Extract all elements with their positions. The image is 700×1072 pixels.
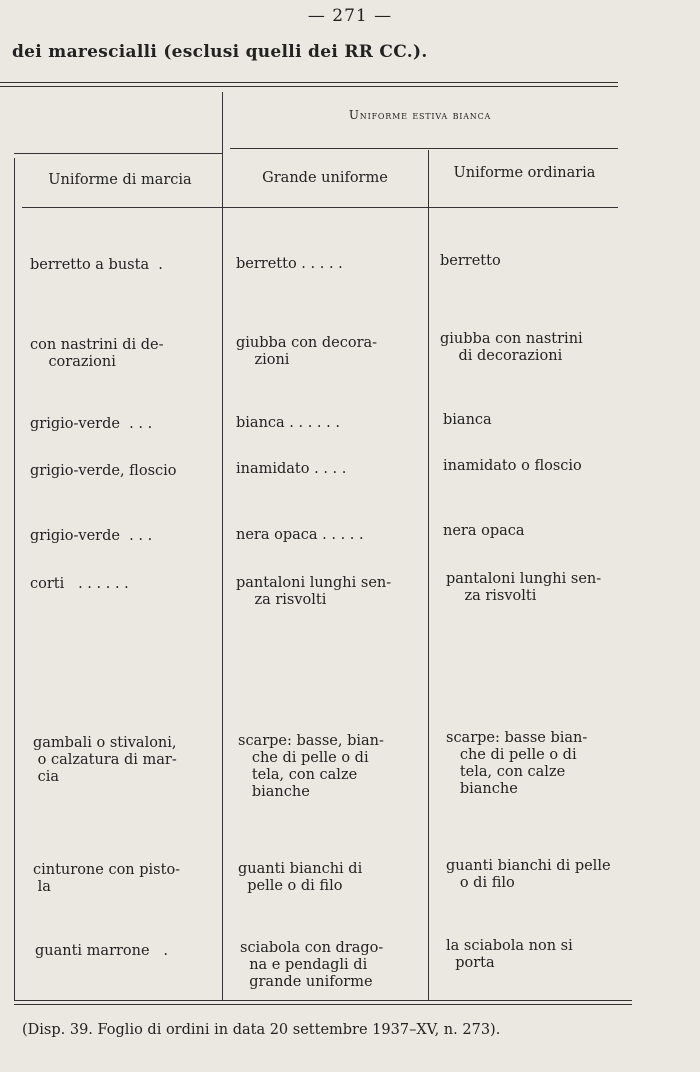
- table-cell: con nastrini di de- corazioni: [30, 337, 164, 370]
- table-cell: nera opaca . . . . .: [236, 527, 364, 543]
- table-top-rule-inner: [0, 86, 618, 87]
- table-cell: inamidato o floscio: [443, 458, 582, 474]
- table-left-rule: [14, 158, 15, 1000]
- table-cell: sciabola con drago- na e pendagli di grande uniforme: [240, 940, 384, 990]
- table-cell: bianca . . . . . .: [236, 415, 340, 431]
- table-cell: inamidato . . . .: [236, 461, 347, 477]
- group-header-rule: [230, 148, 618, 149]
- table-cell: pantaloni lunghi sen- za risvolti: [236, 575, 392, 608]
- table-cell: grigio-verde . . .: [30, 528, 153, 544]
- table-cell: guanti bianchi di pelle o di filo: [238, 861, 363, 894]
- page-number: — 271 —: [307, 6, 393, 26]
- table-cell: cinturone con pisto- la: [33, 862, 181, 895]
- column-divider-2: [428, 150, 429, 1000]
- column-header-grande-uniforme: Grande uniforme: [262, 170, 388, 186]
- table-cell: pantaloni lunghi sen- za risvolti: [446, 571, 602, 604]
- column-header-uniforme-ordinaria: Uniforme ordinaria: [453, 165, 596, 181]
- table-cell: nera opaca: [443, 523, 525, 539]
- table-cell: giubba con decora- zioni: [236, 335, 378, 368]
- table-cell: grigio-verde . . .: [30, 416, 153, 432]
- table-cell: la sciabola non si porta: [446, 938, 573, 971]
- table-bottom-rule-inner: [14, 1004, 632, 1005]
- group-header: Uniforme estiva bianca: [348, 108, 492, 122]
- table-cell: corti . . . . . .: [30, 576, 129, 592]
- footnote: (Disp. 39. Foglio di ordini in data 20 settembre 1937–XV, n. 273).: [22, 1022, 501, 1038]
- table-cell: giubba con nastrini di decorazioni: [440, 331, 583, 364]
- table-cell: scarpe: basse bian- che di pelle o di tela, con calze bianche: [446, 730, 588, 797]
- table-bottom-rule: [14, 1000, 632, 1001]
- table-cell: gambali o stivaloni, o calzatura di mar- cia: [33, 735, 177, 785]
- column-divider-1: [222, 92, 223, 1000]
- table-cell: grigio-verde, floscio: [30, 463, 177, 479]
- table-cell: berretto . . . . .: [236, 256, 343, 272]
- table-cell: bianca: [443, 412, 492, 428]
- table-cell: berretto a busta .: [30, 257, 163, 273]
- table-cell: berretto: [440, 253, 501, 269]
- table-top-rule: [0, 82, 618, 83]
- table-cell: guanti marrone .: [35, 943, 169, 959]
- header-left-rule: [14, 153, 222, 154]
- column-header-rule: [22, 207, 618, 208]
- table-cell: scarpe: basse, bian- che di pelle o di tela, con calze bianche: [238, 733, 384, 800]
- page-title: dei marescialli (esclusi quelli dei RR CC.).: [12, 42, 428, 62]
- column-header-uniforme-marcia: Uniforme di marcia: [48, 172, 192, 188]
- table-cell: guanti bianchi di pelle o di filo: [446, 858, 611, 891]
